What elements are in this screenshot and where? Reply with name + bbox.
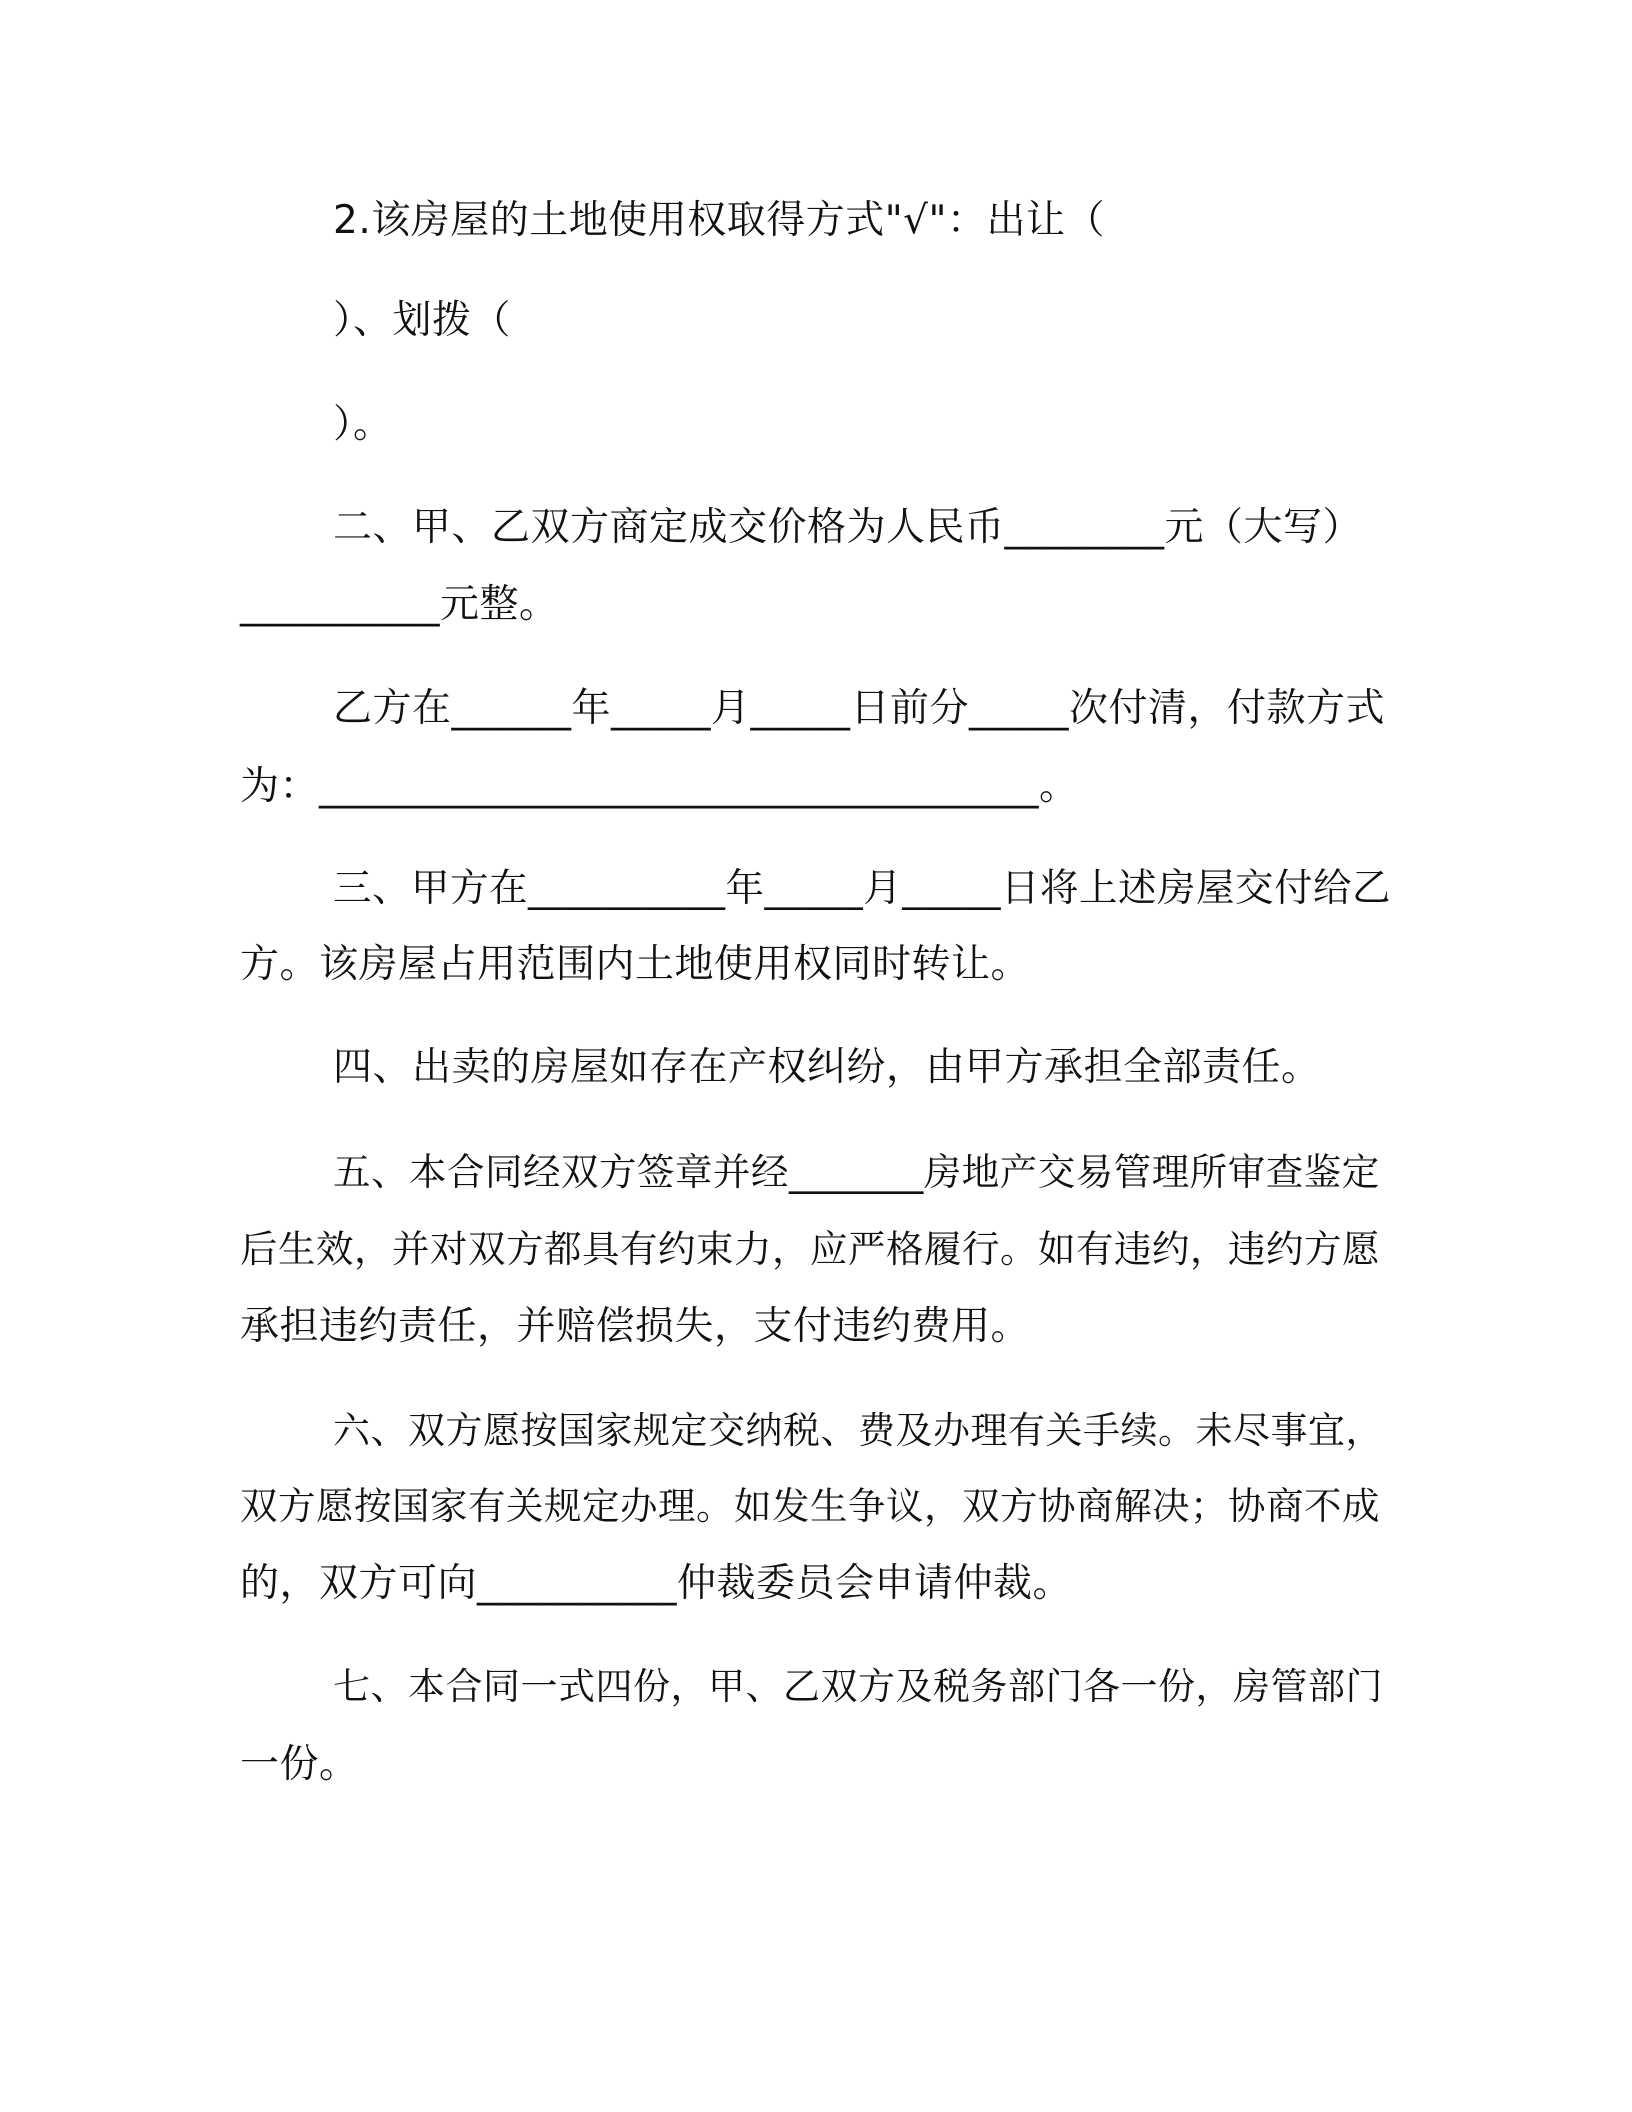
clause-three-delivery: 三、甲方在__________年_____月_____日将上述房屋交付给乙 (333, 866, 1392, 911)
clause-land-use-method: 2.该房屋的土地使用权取得方式"√"：出让（ (333, 198, 1105, 243)
clause-payment-method: 为：____________________________________。 (240, 764, 1079, 809)
clause-two-price-cont: __________元整。 (240, 582, 559, 627)
clause-six-taxes: 六、双方愿按国家规定交纳税、费及办理有关手续。未尽事宜， (333, 1409, 1383, 1452)
clause-seven-copies-cont: 一份。 (240, 1742, 359, 1787)
clause-land-use-option-allocation: ）、划拨（ (333, 298, 512, 343)
clause-three-delivery-cont: 方。该房屋占用范围内土地使用权同时转让。 (240, 942, 1031, 987)
clause-five-effect-cont-1: 后生效，并对双方都具有约束力，应严格履行。如有违约，违约方愿 (240, 1227, 1380, 1271)
clause-five-effect-cont-2: 承担违约责任，并赔偿损失，支付违约费用。 (240, 1304, 1031, 1349)
clause-six-taxes-cont-2: 的，双方可向__________仲裁委员会申请仲裁。 (240, 1561, 1073, 1606)
clause-five-effect: 五、本合同经双方签章并经_______房地产交易管理所审查鉴定 (333, 1150, 1380, 1194)
clause-land-use-close: ）。 (333, 402, 393, 447)
clause-two-price: 二、甲、乙双方商定成交价格为人民币________元（大写） (333, 505, 1363, 550)
clause-six-taxes-cont-1: 双方愿按国家有关规定办理。如发生争议，双方协商解决；协商不成 (240, 1484, 1380, 1528)
clause-payment: 乙方在______年_____月_____日前分_____次付清，付款方式 (333, 686, 1386, 731)
clause-four-dispute: 四、出卖的房屋如存在产权纠纷，由甲方承担全部责任。 (333, 1045, 1321, 1090)
clause-seven-copies: 七、本合同一式四份，甲、乙双方及税务部门各一份，房管部门 (333, 1665, 1383, 1708)
